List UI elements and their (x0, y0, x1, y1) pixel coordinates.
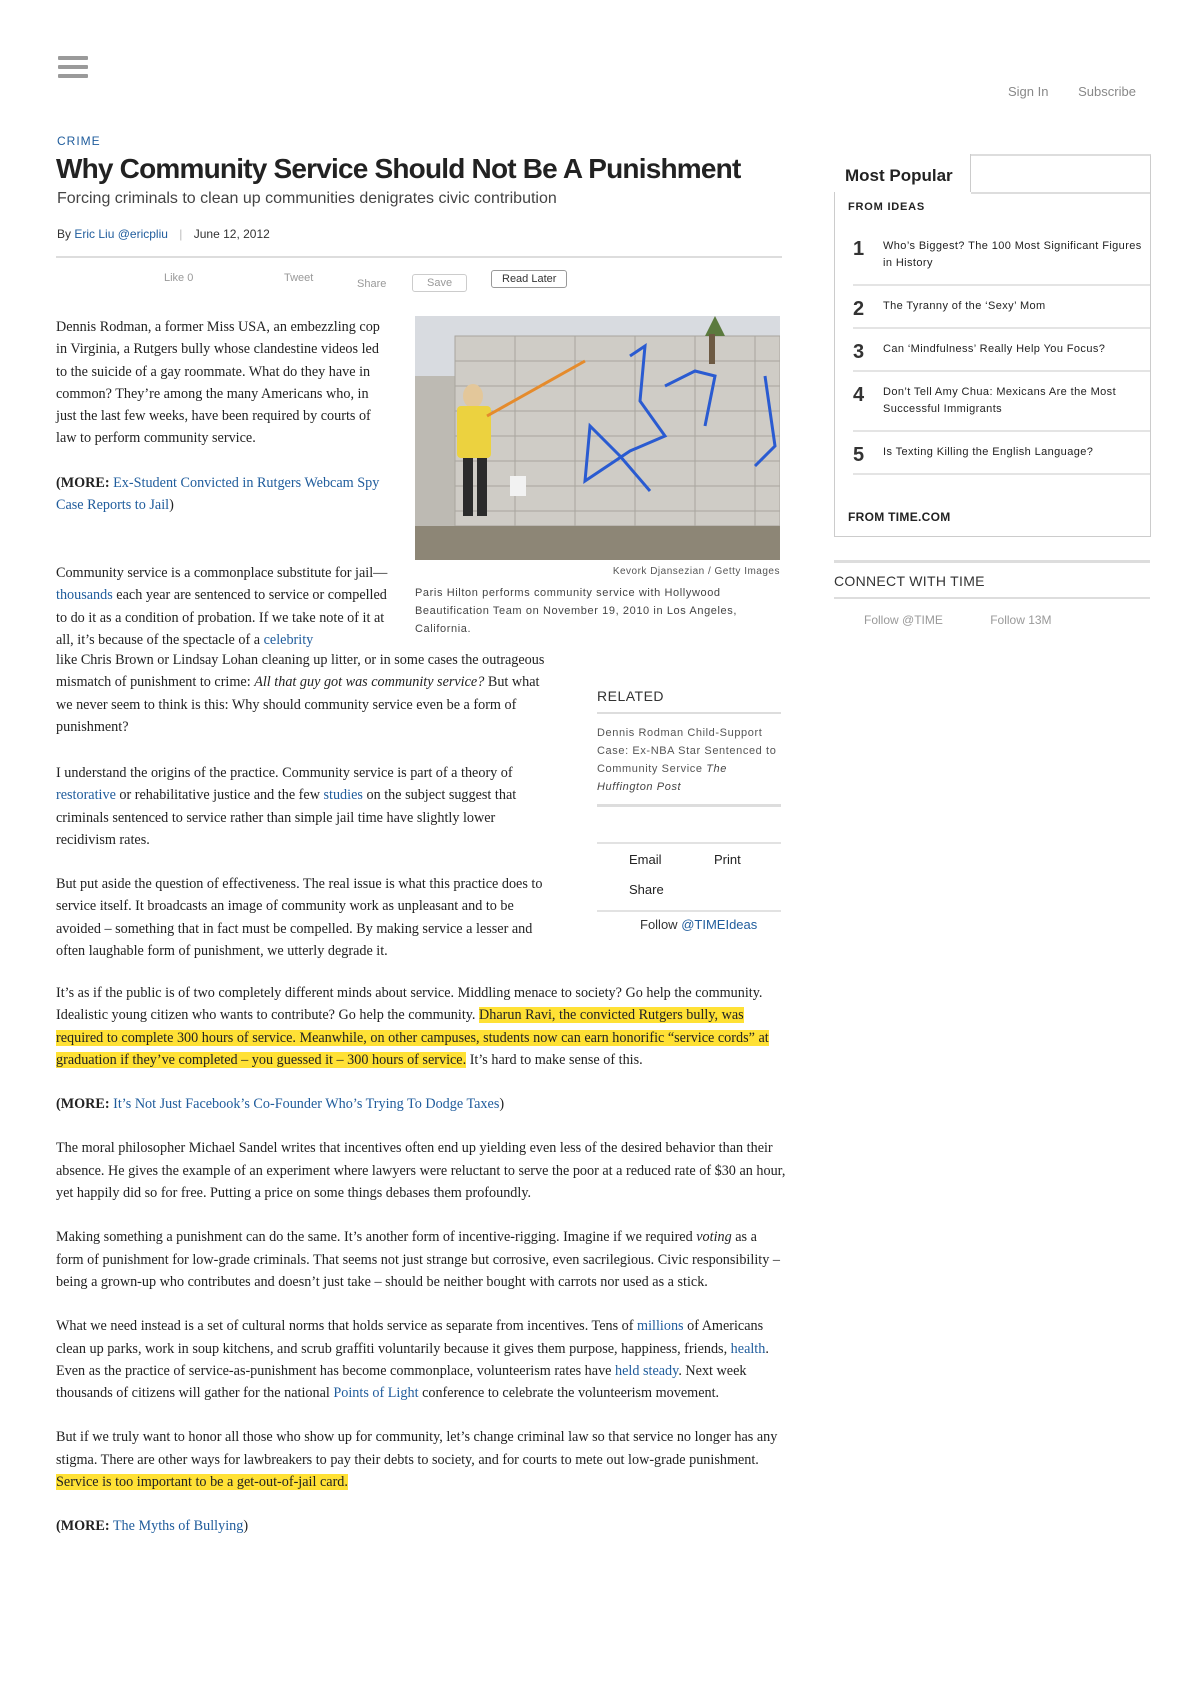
follow-time-button[interactable]: Follow @TIME (864, 613, 943, 627)
paragraph: The moral philosopher Michael Sandel writes that incentives often end up yielding even less of the desired behavior than their absence. He gives the example of an experiment where lawyers were reluctant to serve the poor at a reduced rate of $30 an hour, yet happily did so for free. Putting a price on some things debases them profoundly. (56, 1140, 786, 1202)
popular-item-number: 2 (853, 298, 865, 320)
text: Making something a punishment can do the same. It’s another form of incentive-rigging. Imagine if we required (56, 1229, 697, 1246)
share-action-button[interactable]: Share (629, 882, 664, 897)
byline-prefix: By (57, 227, 72, 241)
paragraph (56, 982, 786, 1071)
text: like Chris Brown or Lindsay Lohan cleaning up litter, or in some cases the outrageous mismatch of punishment to crime: (56, 652, 545, 691)
photo-credit: Kevork Djansezian / Getty Images (612, 566, 780, 577)
article-body-mid (56, 762, 556, 984)
save-button[interactable]: Save (412, 274, 467, 292)
header-divider (56, 256, 782, 258)
popular-item[interactable] (853, 329, 1150, 372)
print-button[interactable]: Print (714, 852, 741, 867)
article-photo (415, 316, 780, 560)
popular-item[interactable] (853, 372, 1150, 432)
text: . Even as the practice of service-as-punishment has become commonplace, volunteerism rates have (56, 1340, 769, 1379)
publish-date: June 12, 2012 (193, 227, 270, 241)
popular-item-title[interactable]: Can ‘Mindfulness’ Really Help You Focus? (883, 343, 1106, 355)
author-handle-link[interactable]: @ericpliu (117, 227, 168, 241)
connect-with-time: CONNECT WITH TIME (834, 560, 1150, 599)
popular-item-title[interactable]: Is Texting Killing the English Language? (883, 446, 1094, 458)
article-body-bottom (56, 982, 786, 1560)
actions-row (597, 842, 781, 876)
related-item-source: The Huffington Post (597, 763, 727, 793)
text: or rehabilitative justice and the few (115, 787, 324, 804)
author-link[interactable]: Eric Liu (74, 227, 115, 241)
health-link[interactable]: health (730, 1340, 766, 1357)
section-label[interactable]: CRIME (57, 134, 101, 148)
related-story-link[interactable]: Ex-Student Convicted in Rutgers Webcam Spy Case Reports to Jail (56, 474, 380, 514)
read-later-button[interactable]: Read Later (491, 270, 567, 288)
more-label: (MORE: (56, 1096, 110, 1113)
related-story-link[interactable]: The Myths of Bullying (112, 1518, 244, 1535)
text: But if we truly want to honor all those who show up for community, let’s change criminal law so that service no longer has any stigma. There are other ways for lawbreakers to pay their debts to society, and for courts to mete out low-grade punishment. (56, 1429, 778, 1468)
more-link-paragraph (56, 1093, 786, 1115)
text: as a form of punishment for low-grade criminals. That seems not just strange but corrosive, even sacrilegious. Civic responsibility – being a grown-up who contributes and doesn’t just take – should be neither bought with carrots nor used as a stick. (56, 1229, 780, 1290)
more-link-paragraph (56, 472, 392, 517)
text: . Next week thousands of citizens will gather for the national (56, 1362, 747, 1402)
subscribe-link[interactable]: Subscribe (1078, 84, 1136, 99)
italic-text: All that guy got was community service? (254, 674, 485, 691)
popular-item-number: 1 (853, 238, 865, 260)
popular-item-number: 4 (853, 384, 865, 406)
photo-illustration (415, 316, 780, 560)
text: It’s as if the public is of two completely different minds about service. Middling menace to society? Go help the community. Idealistic young citizen who wants to contribute? Go help the community. (56, 985, 763, 1024)
text: What we need instead is a set of cultural norms that holds service as separate from incentives. Tens of (56, 1318, 638, 1335)
popular-item[interactable] (853, 226, 1150, 286)
more-close: ) (499, 1096, 505, 1113)
from-time-label[interactable]: FROM TIME.COM (848, 510, 951, 524)
byline (57, 227, 270, 241)
related-item[interactable] (597, 714, 781, 807)
most-popular-list (853, 226, 1150, 475)
article-subtitle: Forcing criminals to clean up communities denigrates civic contribution (57, 190, 557, 207)
popular-item[interactable] (853, 432, 1150, 475)
most-popular-subtitle: FROM IDEAS (848, 201, 926, 213)
celebrity-link[interactable]: celebrity (263, 631, 314, 648)
restorative-link[interactable]: restorative (56, 787, 116, 804)
hamburger-menu-icon[interactable] (58, 56, 88, 82)
paragraph (56, 1426, 786, 1493)
italic-text: voting (696, 1229, 732, 1246)
share-bar (56, 268, 782, 296)
follow-prefix: Follow (640, 917, 678, 932)
related-item-title[interactable]: Dennis Rodman Child-Support Case: Ex-NBA Star Sentenced to Community Service (597, 727, 777, 775)
article-body-top (56, 316, 392, 538)
related-box (597, 688, 781, 807)
more-link-paragraph (56, 1515, 786, 1537)
actions-row (597, 876, 781, 910)
paragraph (56, 1226, 786, 1293)
text: It’s hard to make sense of this. (466, 1051, 643, 1068)
text: I understand the origins of the practice. Community service is part of a theory of (56, 765, 513, 781)
popular-item-title[interactable]: Don’t Tell Amy Chua: Mexicans Are the Most Successful Immigrants (883, 386, 1117, 415)
text: on the subject suggest that criminals sentenced to service rather than simple jail time have slightly lower recidivism rates. (56, 787, 517, 848)
social-follow (864, 613, 1096, 627)
popular-item-number: 3 (853, 341, 865, 363)
popular-item-number: 5 (853, 444, 865, 466)
more-close: ) (169, 497, 174, 514)
sign-in-link[interactable]: Sign In (1008, 84, 1049, 99)
tweet-button[interactable]: Tweet (284, 272, 314, 284)
related-heading: RELATED (597, 688, 781, 714)
follow-count-button[interactable]: Follow 13M (990, 613, 1052, 627)
account-links (1008, 84, 1162, 99)
paragraph: But put aside the question of effectiveness. The real issue is what this practice does to service itself. It broadcasts an image of community work as unpleasant and to be avoided – something that in fact must be compelled. By making service a lesser and often laughable form of punishment, we utterly degrade it. (56, 876, 543, 960)
points-of-light-link[interactable]: Points of Light (333, 1385, 419, 1402)
most-popular-title: Most Popular (845, 166, 953, 185)
thousands-link[interactable]: thousands (56, 587, 113, 604)
related-story-link[interactable]: It’s Not Just Facebook’s Co-Founder Who’s Trying To Dodge Taxes (113, 1096, 500, 1113)
paragraph (56, 762, 556, 851)
text: each year are sentenced to service or compelled to do it as a condition of probation. If we take note of it at all, it’s because of the spectacle of a (56, 587, 387, 648)
paragraph: Dennis Rodman, a former Miss USA, an embezzling cop in Virginia, a Rutgers bully whose clandestine videos led to the suicide of a gay roommate. What do they have in common? They’re among the many Americans who, in just the last few weeks, have been required by courts of law to perform community service. (56, 319, 380, 447)
tab-underline (971, 192, 1150, 194)
text: But what we never seem to think is this: Why should community service even be a form of punishment? (56, 674, 540, 735)
held-steady-link[interactable]: held steady (615, 1362, 679, 1379)
text: of Americans clean up parks, work in soup kitchens, and scrub graffiti voluntarily because it gives them purpose, happiness, friends, (56, 1318, 764, 1357)
paragraph (56, 1315, 786, 1404)
millions-link[interactable]: millions (637, 1318, 684, 1335)
highlighted-text: Dharun Ravi, the convicted Rutgers bully, was required to complete 300 hours of service. Meanwhile, on other campuses, students now can earn honorific “service cords” at graduation if they’ve completed – you guessed it – 300 hours of service. (56, 1007, 769, 1068)
more-label: (MORE: (56, 474, 110, 491)
facebook-like-button[interactable]: Like 0 (164, 272, 194, 284)
popular-item-title[interactable]: Who’s Biggest? The 100 Most Significant Figures in History (883, 240, 1142, 269)
follow-ideas (640, 917, 757, 932)
most-popular-widget (834, 154, 1151, 537)
byline-divider: | (179, 227, 183, 241)
more-label: (MORE: (56, 1518, 110, 1535)
text: conference to celebrate the volunteerism movement. (418, 1385, 720, 1402)
article-title: Why Community Service Should Not Be A Punishment (56, 153, 741, 184)
follow-ideas-link[interactable]: @TIMEIdeas (681, 917, 758, 932)
studies-link[interactable]: studies (323, 787, 363, 804)
popular-item-title[interactable]: The Tyranny of the ‘Sexy’ Mom (883, 300, 1046, 312)
photo-caption: Paris Hilton performs community service with Hollywood Beautification Team on November 19, 2010 in Los Angeles, California. (415, 587, 738, 635)
highlighted-text: Service is too important to be a get-out-of-jail card. (56, 1474, 348, 1491)
text: Community service is a commonplace substitute for jail— (56, 565, 388, 581)
email-button[interactable]: Email (629, 852, 662, 867)
more-close: ) (243, 1518, 249, 1535)
share-button[interactable]: Share (357, 278, 387, 290)
popular-item[interactable] (853, 286, 1150, 329)
